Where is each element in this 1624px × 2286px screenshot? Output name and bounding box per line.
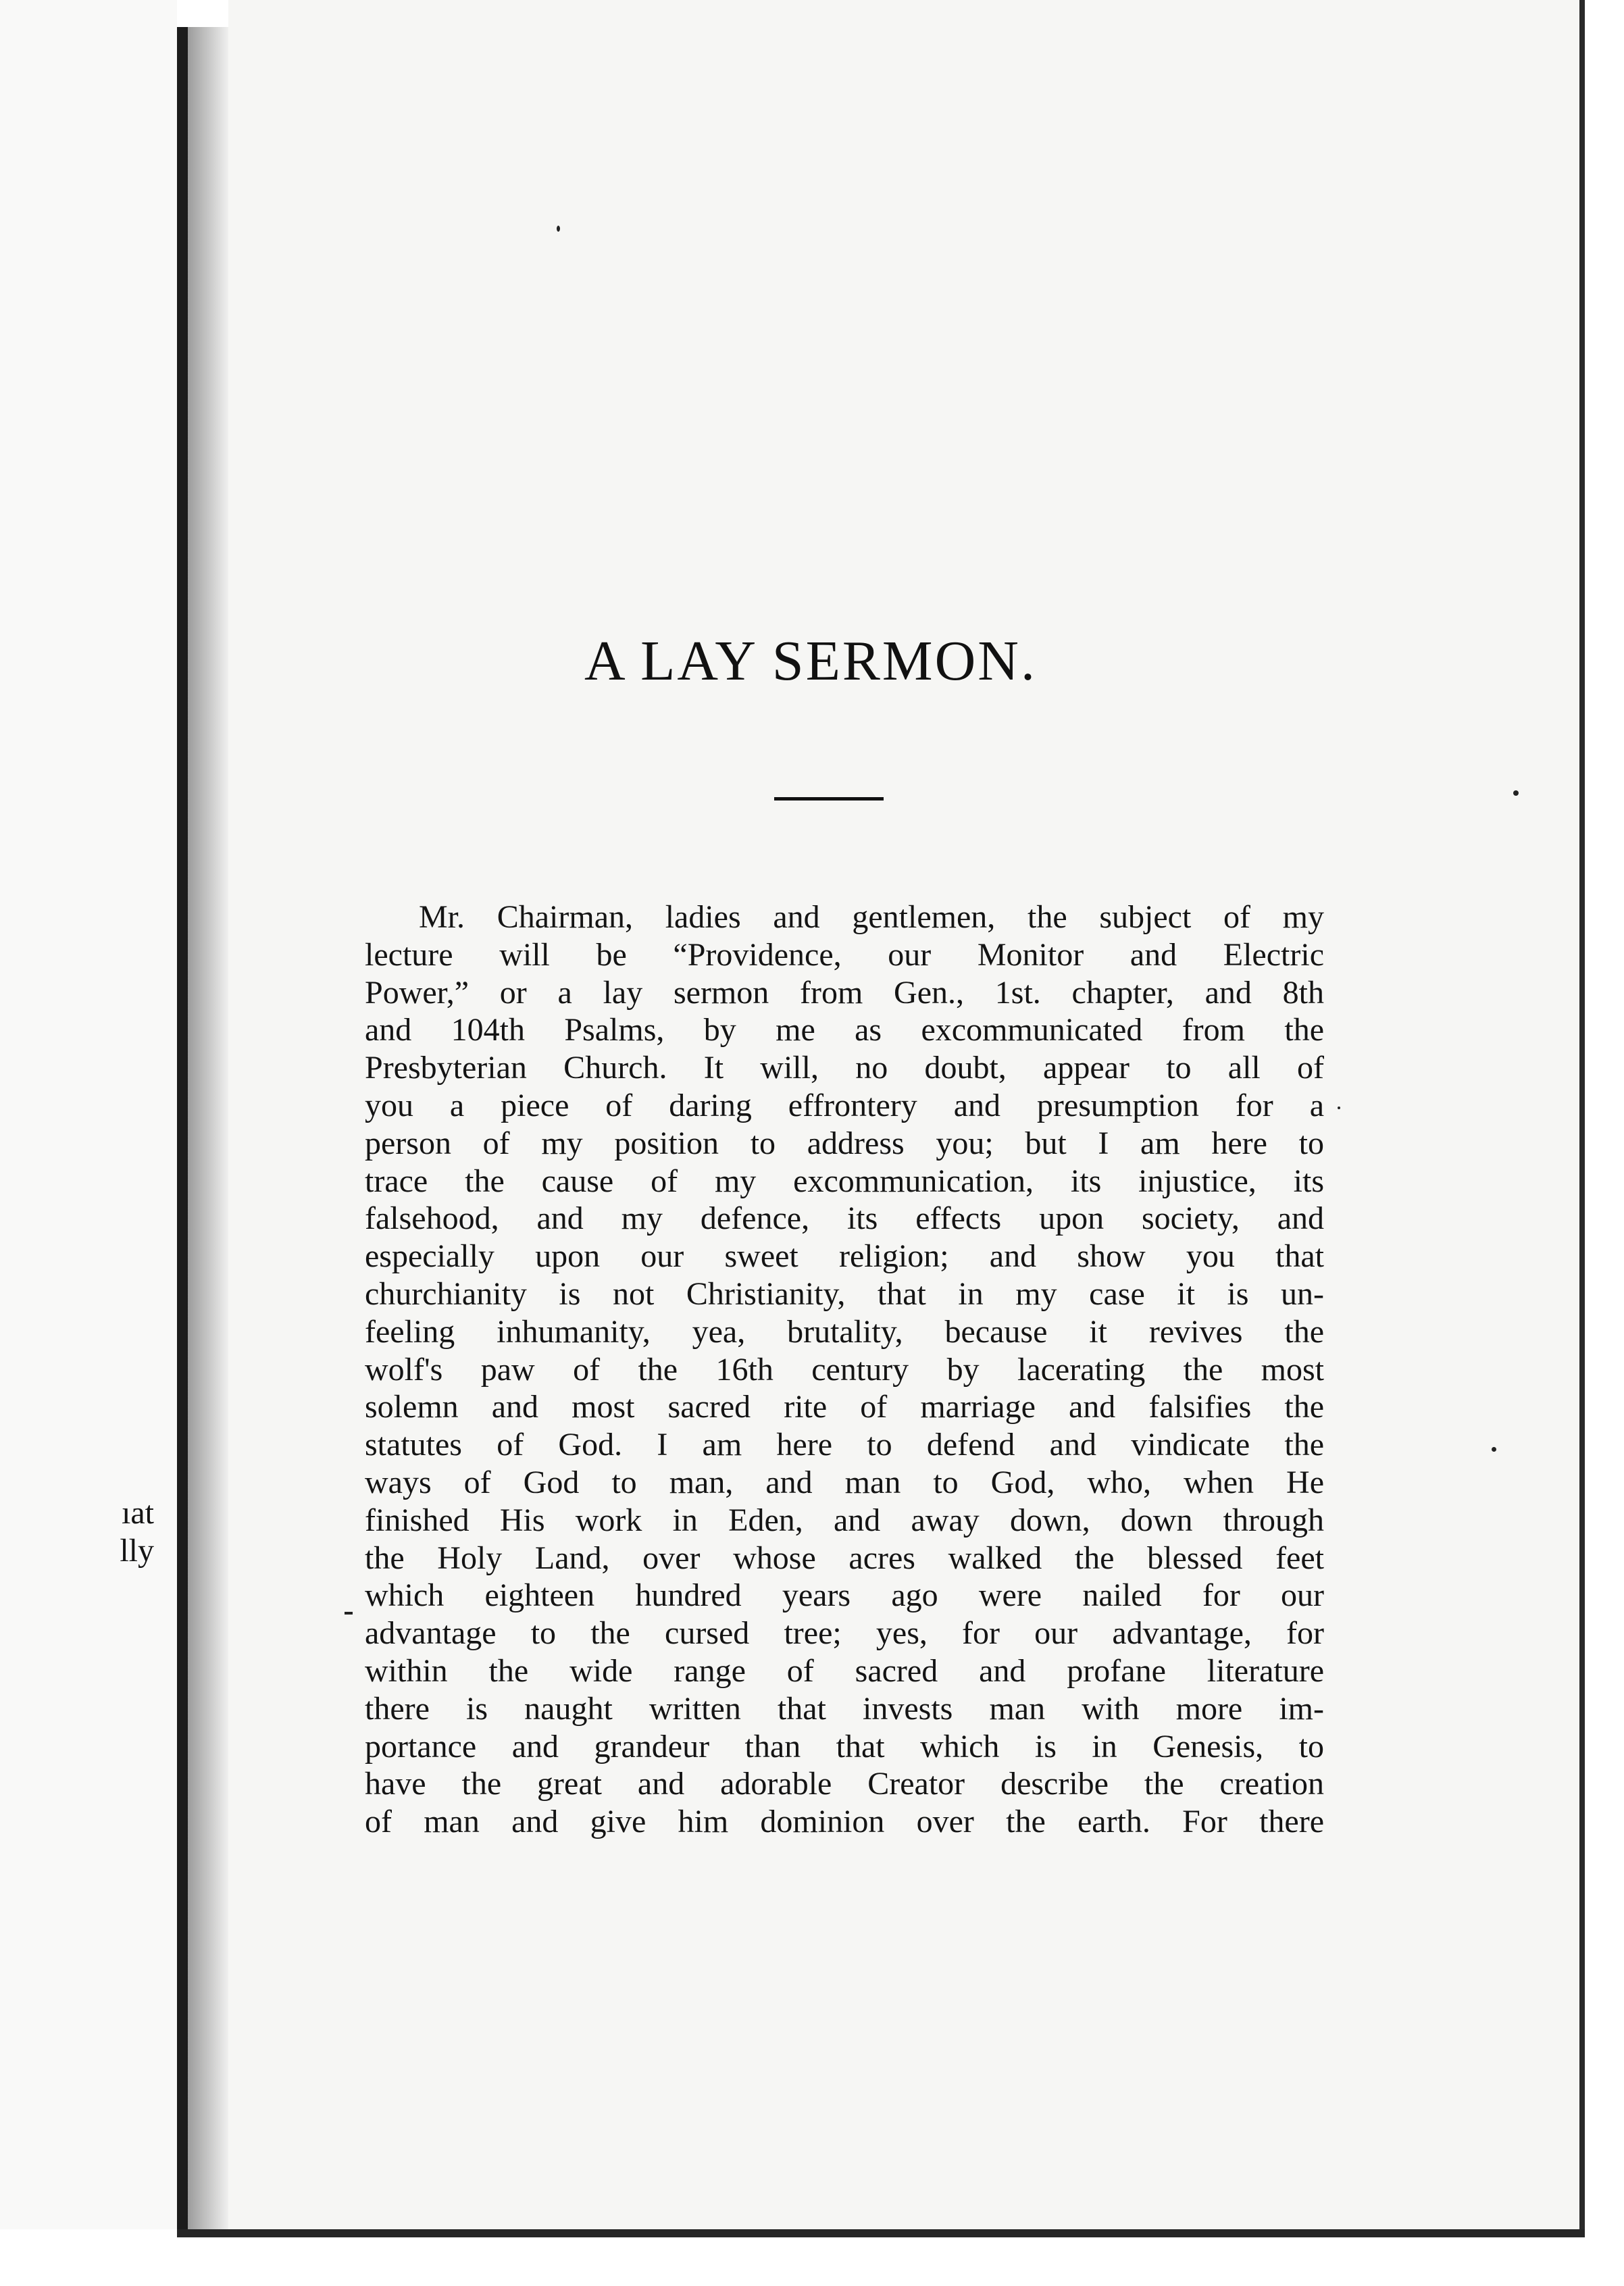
body-paragraph bbox=[365, 898, 1324, 1841]
fragment-line: ıat bbox=[122, 1495, 154, 1531]
body-line: especially upon our sweet religion; and show you that bbox=[365, 1238, 1324, 1275]
body-line: Presbyterian Church. It will, no doubt, appear to all of bbox=[365, 1050, 1324, 1086]
scan-speck bbox=[1338, 1107, 1340, 1109]
body-line: within the wide range of sacred and profane literature bbox=[365, 1652, 1324, 1689]
body-line: falsehood, and my defence, its effects upon society, and bbox=[365, 1200, 1324, 1237]
body-line: have the great and adorable Creator describe the creation bbox=[365, 1766, 1324, 1802]
page-title: A LAY SERMON. bbox=[584, 630, 1037, 692]
gutter-shadow bbox=[188, 27, 228, 2229]
bottom-page-border bbox=[177, 2229, 1585, 2237]
body-line: which eighteen hundred years ago were nailed for our bbox=[365, 1577, 1324, 1614]
body-line: of man and give him dominion over the earth. For there bbox=[365, 1804, 1324, 1840]
body-line: there is naught written that invests man with more im- bbox=[365, 1690, 1324, 1727]
body-line: person of my position to address you; but I am here to bbox=[365, 1125, 1324, 1161]
right-page-border bbox=[1579, 0, 1585, 2243]
left-page-edge bbox=[0, 0, 177, 2229]
body-line: lecture will be “Providence, our Monitor and Electric bbox=[365, 936, 1324, 973]
left-page-border bbox=[177, 27, 188, 2229]
scan-speck bbox=[1513, 790, 1519, 796]
title-rule bbox=[774, 797, 884, 801]
fragment-line: lly bbox=[120, 1533, 154, 1569]
body-line: solemn and most sacred rite of marriage and falsifies the bbox=[365, 1389, 1324, 1425]
body-line: finished His work in Eden, and away down, down through bbox=[365, 1502, 1324, 1538]
body-line: statutes of God. I am here to defend and vindicate the bbox=[365, 1427, 1324, 1463]
bottom-margin bbox=[0, 2237, 1624, 2286]
body-line: advantage to the cursed tree; yes, for our advantage, for bbox=[365, 1615, 1324, 1652]
body-line: trace the cause of my excommunication, its injustice, its bbox=[365, 1163, 1324, 1199]
body-line: the Holy Land, over whose acres walked the blessed feet bbox=[365, 1540, 1324, 1576]
left-page-text-fragment bbox=[46, 1494, 154, 1570]
body-line: feeling inhumanity, yea, brutality, because it revives the bbox=[365, 1313, 1324, 1350]
body-line: and 104th Psalms, by me as excommunicated from the bbox=[365, 1012, 1324, 1048]
body-line: wolf's paw of the 16th century by lacerating the most bbox=[365, 1351, 1324, 1388]
body-line: Power,” or a lay sermon from Gen., 1st. chapter, and 8th bbox=[365, 974, 1324, 1011]
scan-speck bbox=[557, 226, 560, 232]
right-margin bbox=[1585, 0, 1624, 2286]
body-line: ways of God to man, and man to God, who, when He bbox=[365, 1464, 1324, 1500]
body-line: you a piece of daring effrontery and presumption for a bbox=[365, 1087, 1324, 1123]
body-line: portance and grandeur than that which is in Genesis, to bbox=[365, 1728, 1324, 1764]
body-line: churchianity is not Christianity, that in my case it is un- bbox=[365, 1275, 1324, 1312]
scan-speck bbox=[345, 1612, 353, 1615]
scan-speck bbox=[1492, 1447, 1496, 1452]
body-line: Mr. Chairman, ladies and gentlemen, the subject of my bbox=[419, 899, 1324, 935]
